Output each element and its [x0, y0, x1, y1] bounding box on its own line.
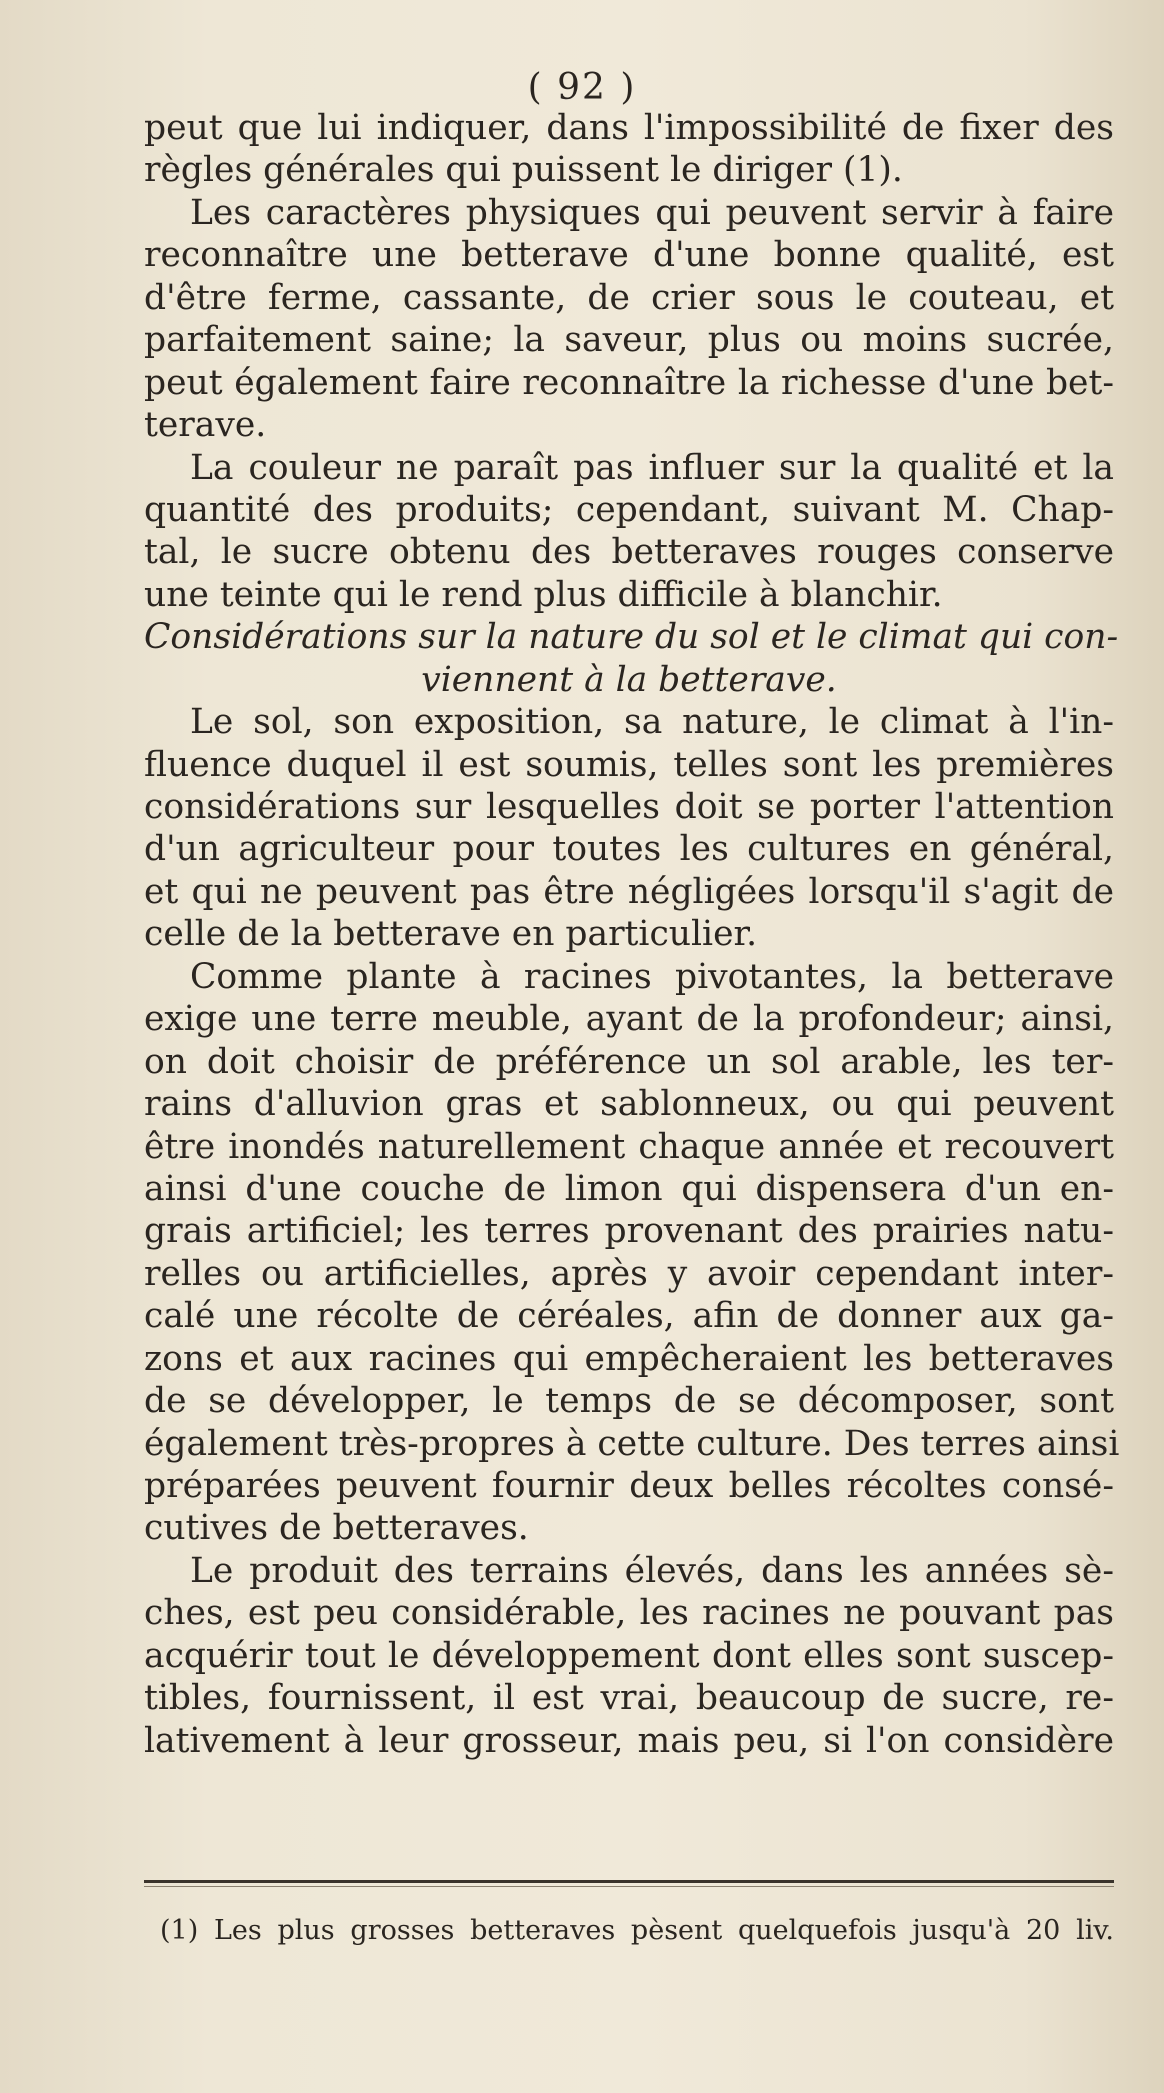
text-line: rains d'alluvion gras et sablonneux, ou qui peuvent [144, 1084, 1114, 1125]
text-line: Le sol, son exposition, sa nature, le climat à l'in- [190, 702, 1114, 743]
text-line: Les caractères physiques qui peuvent servir à faire [190, 192, 1114, 233]
section-heading: viennent à la betterave. [421, 659, 837, 700]
text-line: d'un agriculteur pour toutes les cultures en général, [144, 829, 1114, 870]
text-line: préparées peuvent fournir deux belles récoltes consé- [144, 1466, 1114, 1506]
text-line: lativement à leur grosseur, mais peu, si l'on considère [144, 1720, 1114, 1761]
section-heading: Considérations sur la nature du sol et le climat qui con- [144, 617, 1119, 658]
text-line: fluence duquel il est soumis, telles sont les premières [144, 744, 1114, 785]
text-line: considérations sur lesquelles doit se porter l'attention [144, 787, 1114, 827]
text-line: relles ou artificielles, après y avoir cependant inter- [144, 1253, 1114, 1294]
text-line: terave. [144, 405, 267, 446]
text-line: et qui ne peuvent pas être négligées lorsqu'il s'agit de [144, 871, 1114, 912]
footnote-divider [144, 1880, 1114, 1883]
footnote-divider [144, 1886, 1114, 1887]
page-number: ( 92 ) [527, 67, 637, 108]
text-line: tal, le sucre obtenu des betteraves rouges conserve [144, 532, 1114, 573]
text-line: peut que lui indiquer, dans l'impossibilité de fixer des [144, 108, 1114, 148]
text-line: Comme plante à racines pivotantes, la betterave [190, 956, 1114, 997]
text-line: de se développer, le temps de se décomposer, sont [144, 1381, 1114, 1422]
text-line: zons et aux racines qui empêcheraient les betteraves [144, 1338, 1114, 1379]
text-line: reconnaître une betterave d'une bonne qualité, est [144, 235, 1114, 276]
text-line: être inondés naturellement chaque année et recouvert [144, 1126, 1114, 1167]
text-line: règles générales qui puissent le diriger (1). [144, 150, 903, 191]
text-line: cutives de betteraves. [144, 1508, 529, 1549]
text-line: celle de la betterave en particulier. [144, 914, 758, 955]
text-line: Le produit des terrains élevés, dans les années sè- [190, 1550, 1114, 1591]
text-line: acquérir tout le développement dont elles sont suscep- [144, 1635, 1114, 1676]
text-line: exige une terre meuble, ayant de la profondeur; ainsi, [144, 999, 1114, 1040]
text-line: on doit choisir de préférence un sol arable, les ter- [144, 1041, 1114, 1082]
footnote: (1) Les plus grosses betteraves pèsent quelquefois jusqu'à 20 liv. [160, 1915, 1114, 1946]
text-line: La couleur ne paraît pas influer sur la qualité et la [190, 447, 1114, 488]
text-line: d'être ferme, cassante, de crier sous le couteau, et [144, 277, 1114, 318]
text-line: une teinte qui le rend plus difficile à blanchir. [144, 574, 943, 615]
text-line: quantité des produits; cependant, suivant M. Chap- [144, 489, 1114, 530]
text-line: ches, est peu considérable, les racines ne pouvant pas [144, 1593, 1114, 1634]
text-line: parfaitement saine; la saveur, plus ou moins sucrée, [144, 320, 1114, 361]
text-line: tibles, fournissent, il est vrai, beaucoup de sucre, re- [144, 1678, 1114, 1719]
text-line: ainsi d'une couche de limon qui dispensera d'un en- [144, 1168, 1114, 1209]
body-text [144, 107, 1120, 1762]
text-line: également très-propres à cette culture. Des terres ainsi [144, 1423, 1120, 1464]
text-line: peut également faire reconnaître la richesse d'une bet- [144, 362, 1114, 403]
text-line: grais artificiel; les terres provenant des prairies natu- [144, 1211, 1114, 1252]
text-line: calé une récolte de céréales, afin de donner aux ga- [144, 1296, 1114, 1337]
